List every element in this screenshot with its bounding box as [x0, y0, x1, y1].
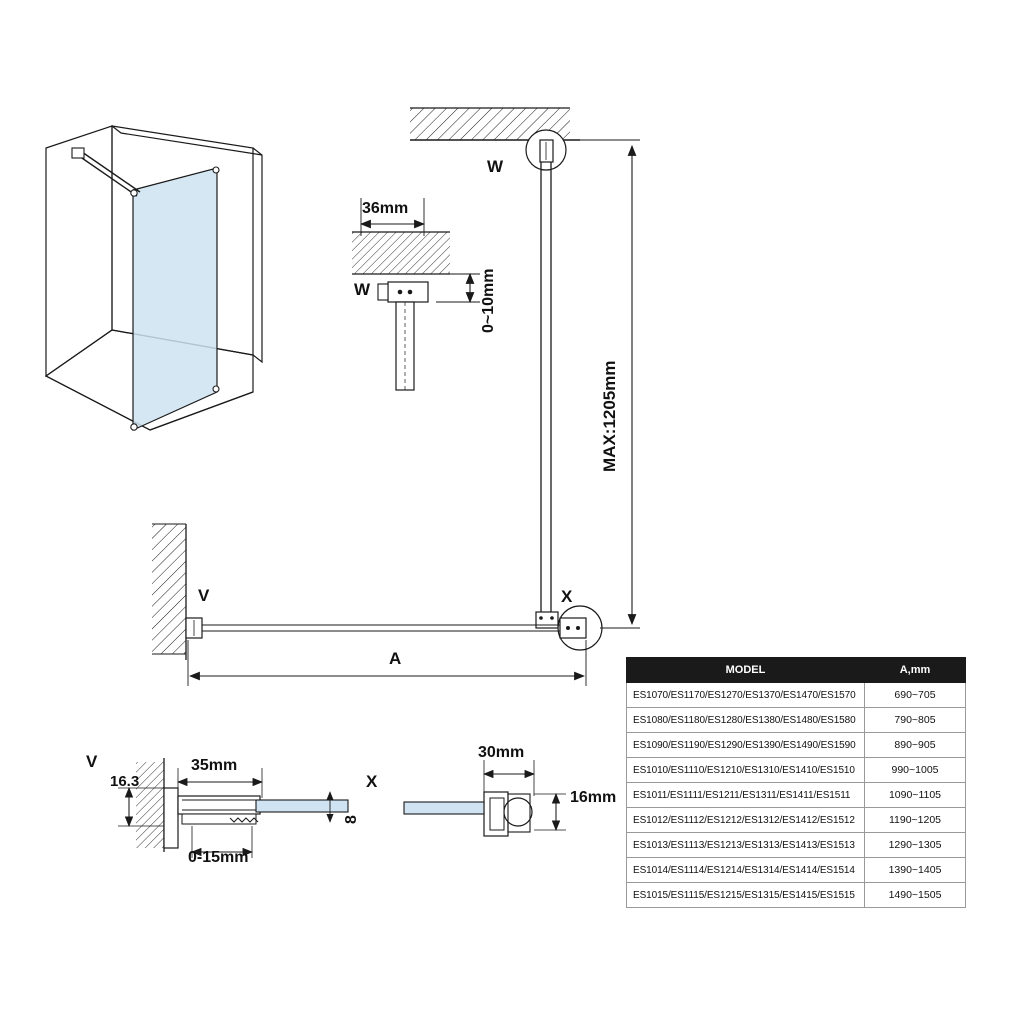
table-row	[627, 858, 966, 883]
dim-glass-thickness: 8	[343, 815, 360, 824]
cell-model: ES1070/ES1170/ES1270/ES1370/ES1470/ES1570	[627, 683, 865, 708]
perspective-view	[46, 126, 262, 430]
column-header-model: MODEL	[627, 658, 865, 683]
label-w-elevation: W	[487, 157, 504, 176]
cell-dimension: 1190~1205	[865, 808, 966, 833]
dim-v-height: 16.3	[110, 773, 140, 790]
cell-model: ES1014/ES1114/ES1214/ES1314/ES1414/ES1514	[627, 858, 865, 883]
cell-model: ES1011/ES1111/ES1211/ES1311/ES1411/ES1511	[627, 783, 865, 808]
label-x-section: X	[366, 772, 378, 791]
cell-dimension: 990~1005	[865, 758, 966, 783]
model-dimension-table	[626, 657, 966, 908]
dim-v-adjust: 0-15mm	[188, 849, 249, 866]
cell-dimension: 1490~1505	[865, 883, 966, 908]
cell-dimension: 1090~1105	[865, 783, 966, 808]
w-detail-view	[352, 198, 480, 390]
dim-gap-range: 0~10mm	[480, 268, 497, 333]
label-v-plan: V	[198, 586, 210, 605]
cell-model: ES1010/ES1110/ES1210/ES1310/ES1410/ES1510	[627, 758, 865, 783]
column-header-a: A,mm	[865, 658, 966, 683]
table-header-row	[627, 658, 966, 683]
cell-model: ES1090/ES1190/ES1290/ES1390/ES1490/ES1590	[627, 733, 865, 758]
dim-x-width: 30mm	[478, 744, 525, 761]
cell-model: ES1013/ES1113/ES1213/ES1313/ES1413/ES1513	[627, 833, 865, 858]
table-row	[627, 708, 966, 733]
table-body	[627, 683, 966, 908]
cell-dimension: 690~705	[865, 683, 966, 708]
label-x-plan: X	[561, 587, 573, 606]
label-v-section: V	[86, 752, 98, 771]
cell-dimension: 1390~1405	[865, 858, 966, 883]
table-row	[627, 808, 966, 833]
plan-view	[152, 524, 586, 686]
label-w-detail: W	[354, 280, 371, 299]
table-row	[627, 783, 966, 808]
cell-model: ES1015/ES1115/ES1215/ES1315/ES1415/ES1515	[627, 883, 865, 908]
table-row	[627, 758, 966, 783]
table-row	[627, 883, 966, 908]
cell-dimension: 890~905	[865, 733, 966, 758]
table-row	[627, 833, 966, 858]
cell-model: ES1080/ES1180/ES1280/ES1380/ES1480/ES1580	[627, 708, 865, 733]
dim-max-height: MAX:1205mm	[600, 360, 619, 472]
x-section-detail	[404, 760, 566, 836]
dim-x-height: 16mm	[570, 789, 617, 806]
cell-dimension: 790~805	[865, 708, 966, 733]
cell-dimension: 1290~1305	[865, 833, 966, 858]
cell-model: ES1012/ES1112/ES1212/ES1312/ES1412/ES1512	[627, 808, 865, 833]
dim-profile-width: 36mm	[362, 200, 409, 217]
table-row	[627, 733, 966, 758]
dim-v-width: 35mm	[191, 757, 238, 774]
dim-width-a: A	[389, 649, 402, 668]
table-row	[627, 683, 966, 708]
